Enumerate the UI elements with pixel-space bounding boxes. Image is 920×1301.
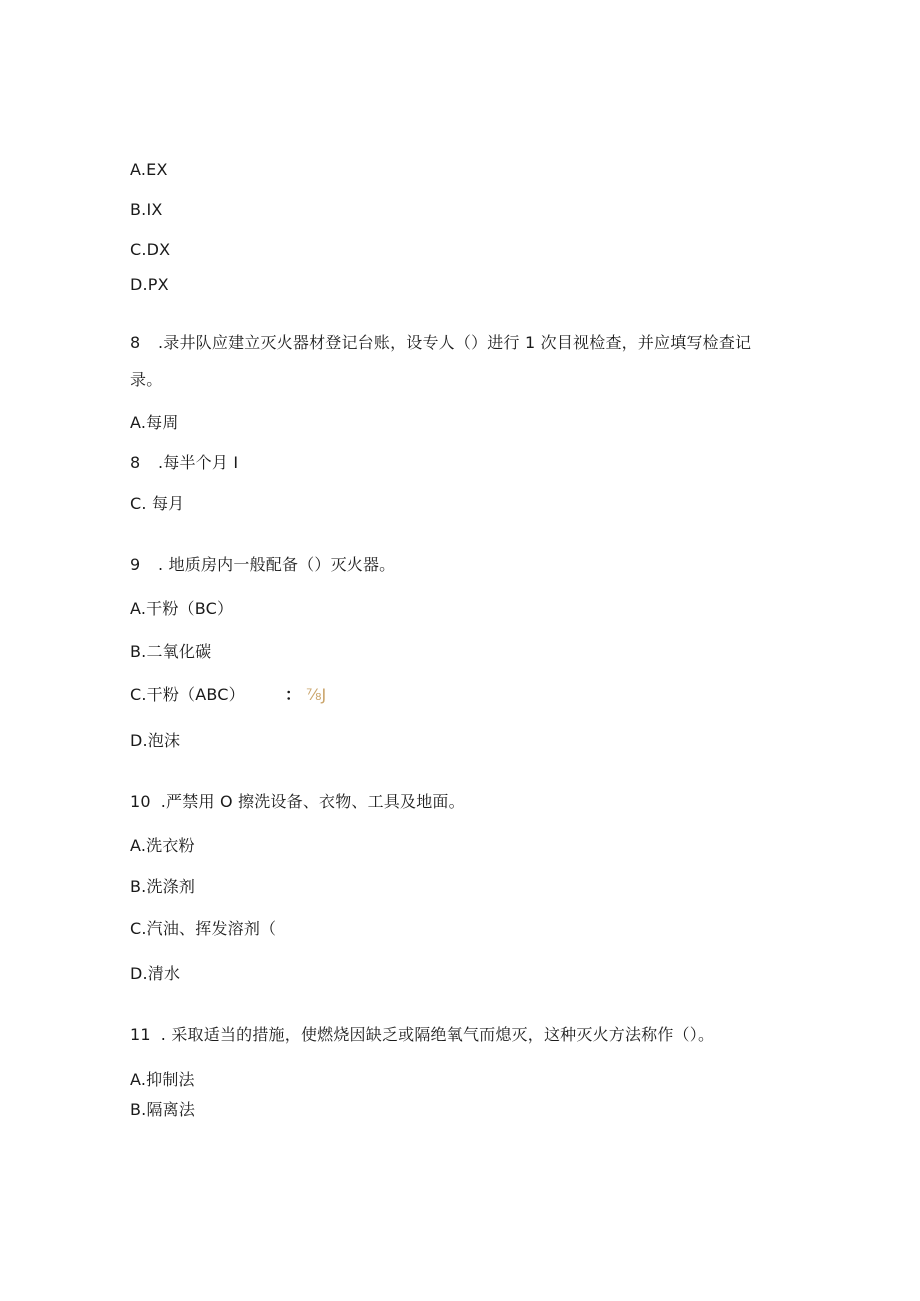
- q8-number: 8: [130, 333, 141, 352]
- q8-option-b: [130, 453, 238, 473]
- q8-option-b-number: 8: [130, 453, 141, 472]
- q9-option-c-stray-mark: ⅞J: [306, 685, 327, 704]
- q11-stem: [130, 1025, 714, 1045]
- q9-stem: [130, 555, 395, 575]
- q10-text: .严禁用 O 擦洗设备、衣物、工具及地面。: [160, 792, 465, 811]
- q9-option-c-colon: ：: [285, 685, 302, 704]
- q10-number: 10: [130, 792, 151, 811]
- q8-stem-line1: [130, 333, 751, 353]
- q9-option-d: D.泡沫: [130, 731, 181, 750]
- q10-option-d: D.清水: [130, 964, 181, 983]
- q8-option-c: C. 每月: [130, 494, 185, 513]
- q9-text: . 地质房内一般配备（）灭火器。: [158, 555, 396, 574]
- q11-text: . 采取适当的措施，使燃烧因缺乏或隔绝氧气而熄灭，这种灭火方法称作（）。: [160, 1025, 715, 1044]
- q7-option-a: A.EX: [130, 160, 168, 179]
- q8-option-b-text: .每半个月 I: [158, 453, 239, 472]
- q10-option-b: B.洗涤剂: [130, 877, 196, 896]
- q10-stem: [130, 792, 465, 812]
- q9-option-b: B.二氧化碳: [130, 642, 212, 661]
- q7-option-d: D.PX: [130, 275, 169, 294]
- q9-number: 9: [130, 555, 141, 574]
- q10-option-a: A.洗衣粉: [130, 836, 195, 855]
- q11-number: 11: [130, 1025, 151, 1044]
- q7-option-c: C.DX: [130, 240, 171, 259]
- q8-option-a: A.每周: [130, 413, 179, 432]
- q8-stem-line2: 录。: [130, 370, 163, 389]
- q10-option-c: C.汽油、挥发溶剂（: [130, 919, 277, 938]
- q8-text-line1: .录井队应建立灭火器材登记台账，设专人（）进行 1 次目视检查，并应填写检查记: [158, 333, 752, 352]
- q11-option-a: A.抑制法: [130, 1070, 195, 1089]
- q9-option-c: C.干粉（ABC）: [130, 685, 245, 704]
- q7-option-b: B.IX: [130, 200, 163, 219]
- q9-option-a: A.干粉（BC）: [130, 599, 234, 618]
- q11-option-b: B.隔离法: [130, 1100, 196, 1119]
